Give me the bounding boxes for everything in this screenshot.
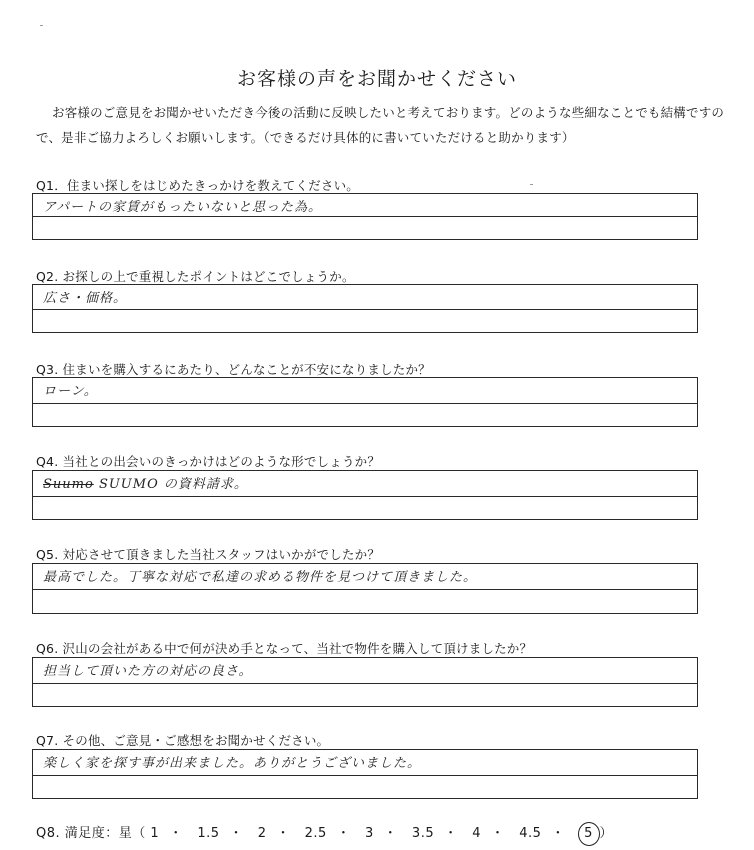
rating-option[interactable]: 2.5 xyxy=(304,826,327,841)
question-7-label: Q7. その他、ご意見・ご感想をお聞かせください。 xyxy=(36,733,330,748)
answer-6-text: 担当して頂いた方の対応の良さ。 xyxy=(43,664,253,679)
answer-4-text xyxy=(43,473,248,492)
question-1-label: Q1．住まい探しをはじめたきっかけを教えてください。 xyxy=(36,178,359,193)
answer-7-text: 楽しく家を探す事が出来ました。ありがとうございました。 xyxy=(43,756,422,771)
answer-box-5[interactable] xyxy=(32,563,698,614)
rating-option[interactable]: 4 xyxy=(472,826,482,841)
rating-label: Q8. 満足度：星（ xyxy=(36,826,146,841)
answer-box-3[interactable] xyxy=(32,377,698,427)
answer-2-text: 広さ・価格。 xyxy=(43,291,128,306)
rating-option[interactable]: 3 xyxy=(364,826,374,841)
page-title: お客様の声をお聞かせください xyxy=(236,68,517,90)
answer-5-text: 最高でした。丁寧な対応で私達の求める物件を見つけて頂きました。 xyxy=(43,570,478,585)
rating-option[interactable]: 2 xyxy=(257,826,267,841)
question-2-label: Q2. お探しの上で重視したポイントはどこでしょうか。 xyxy=(36,269,355,284)
rating-selected-option[interactable]: 5 xyxy=(578,822,600,846)
answer-box-1[interactable] xyxy=(32,193,698,240)
answer-box-7[interactable] xyxy=(32,749,698,799)
rating-option[interactable]: 1.5 xyxy=(197,826,220,841)
answer-box-2[interactable] xyxy=(32,284,698,333)
answer-box-6[interactable] xyxy=(32,657,698,707)
question-5-label: Q5. 対応させて頂きました当社スタッフはいかがでしたか？ xyxy=(36,547,381,562)
question-3-label: Q3. 住まいを購入するにあたり、どんなことが不安になりましたか？ xyxy=(36,362,431,377)
answer-1-text: アパートの家賃がもったいないと思った為。 xyxy=(43,200,322,215)
question-4-label: Q4. 当社との出会いのきっかけはどのような形でしょうか？ xyxy=(36,454,381,469)
answer-3-text: ローン。 xyxy=(43,384,98,399)
answer-4-struck-text: Suumo xyxy=(43,477,94,492)
intro-text: お客様のご意見をお聞かせいただき今後の活動に反映したいと考えております。どのような些細なことでも結構ですので、是非ご協力よろしくお願いします。（できるだけ具体的に書いていただけると助かります） xyxy=(36,105,725,145)
answer-4-main-text: SUUMO の資料請求。 xyxy=(93,477,248,492)
rating-close: ） xyxy=(599,826,614,841)
satisfaction-rating: Q8. 満足度：星（ 1 ・ 1.5 ・ 2 ・ 2.5 ・ 3 ・ 3.5 ・ 4 ・ 4.5 ・ 5 ） xyxy=(36,822,613,846)
rating-option[interactable]: 3.5 xyxy=(411,826,435,841)
question-6-label: Q6. 沢山の会社がある中で何が決め手となって、当社で物件を購入して頂けましたか？ xyxy=(36,641,533,656)
rating-option[interactable]: 1 xyxy=(150,826,160,841)
answer-box-4[interactable] xyxy=(32,470,698,520)
rating-option[interactable]: 4.5 xyxy=(519,826,542,841)
